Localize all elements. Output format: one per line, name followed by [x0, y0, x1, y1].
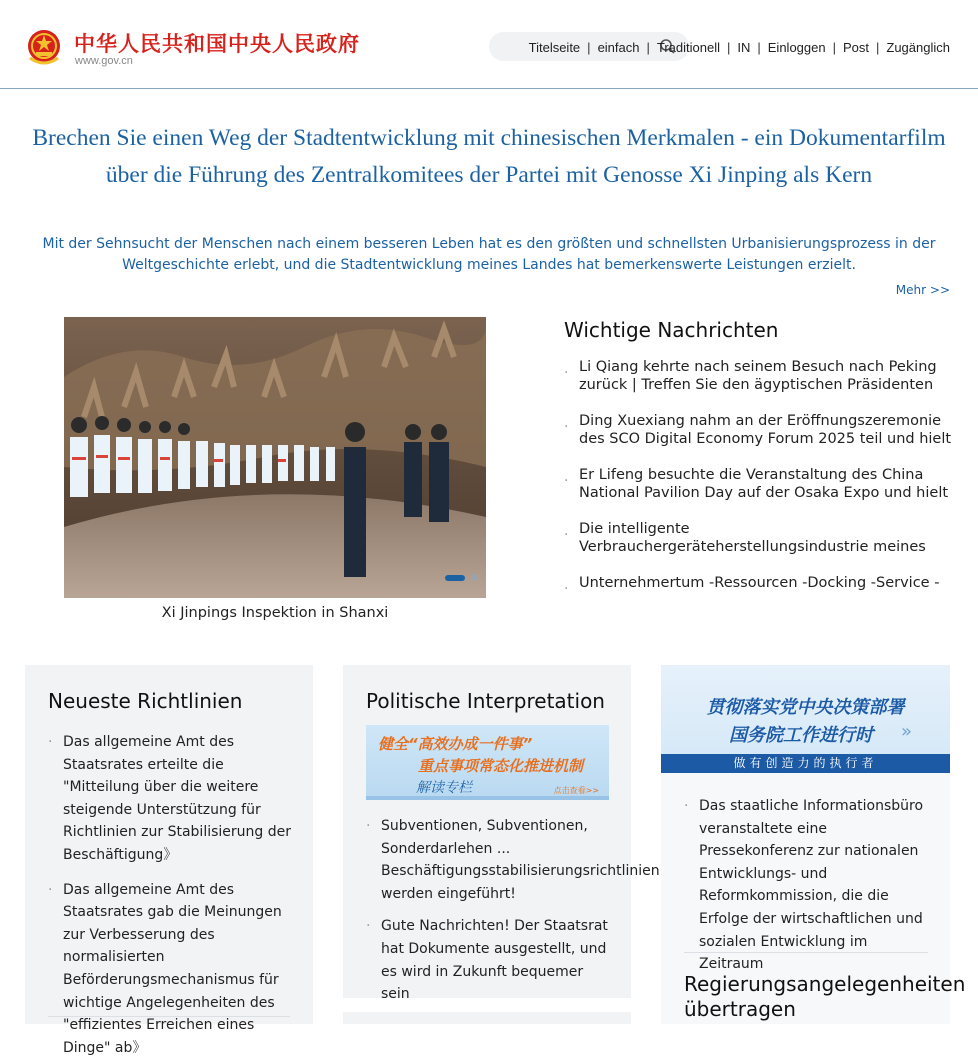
banner-line: 健全“高效办成一件事” [378, 735, 533, 753]
divider [684, 952, 928, 953]
news-item[interactable]: · Ding Xuexiang nahm an der Eröffnungszeremonie des SCO Digital Economy Forum 2025 teil und hielt [564, 412, 964, 466]
nav-mail[interactable]: Post [842, 40, 869, 55]
headline-title[interactable]: Brechen Sie einen Weg der Stadtentwicklung mit chinesischen Merkmalen - ein Dokumentarfilm über die Führung des Zentralkomitees der Partei mit Genosse Xi Jinping als Kern [32, 125, 946, 188]
chevron-right-icon: » [901, 721, 913, 742]
carousel-dots [445, 574, 478, 581]
news-item[interactable]: · Li Qiang kehrte nach seinem Besuch nach Peking zurück | Treffen Sie den ägyptischen Präsidenten [564, 358, 964, 412]
latest-policies-card [25, 665, 313, 1056]
site-title[interactable]: 中华人民共和国中央人民政府 [74, 31, 360, 56]
nav-english[interactable]: IN [737, 40, 751, 55]
nav-login[interactable]: Einloggen [767, 40, 826, 55]
divider [48, 1016, 290, 1017]
list-item[interactable]: · Gute Nachrichten! Der Staatsrat hat Dokumente ausgestellt, und es wird in Zukunft bequemer sein [366, 915, 611, 1005]
banner-strip: 做有创造力的执行者 [661, 754, 950, 773]
state-council-list [684, 795, 934, 976]
list-item[interactable]: · Subventionen, Subventionen, Sonderdarlehen ... Beschäftigungsstabilisierungsrichtlinien werden eingeführt! [366, 815, 611, 905]
nav-traditional[interactable]: Traditionell [656, 40, 720, 55]
card-title: Neueste Richtlinien [48, 689, 243, 713]
list-item[interactable]: · Das staatliche Informationsbüro veranstaltete eine Pressekonferenz zur nationalen Entwicklungs- und Reformkommission, die die Erfolge der wirtschaftlichen und sozialen Entwicklung im Zeitraum [684, 795, 934, 976]
national-emblem-icon[interactable] [25, 28, 63, 68]
more-link[interactable]: Mehr >> [895, 283, 950, 297]
photo-image [64, 317, 486, 598]
card-title: Politische Interpretation [366, 689, 605, 713]
nav-simplified[interactable]: einfach [597, 40, 640, 55]
site-header [0, 0, 978, 89]
headline-summary: Mit der Sehnsucht der Menschen nach einem besseren Leben hat es den größten und schnellsten Urbanisierungsprozess in der Weltgeschichte erlebt, und die Stadtentwicklung meines Landes hat bemerkenswerte Leistungen erzielt. [42, 236, 936, 273]
carousel-dot-active[interactable] [445, 575, 465, 581]
banner-line: 重点事项常态化推进机制 [418, 757, 584, 775]
list-item[interactable]: · Das allgemeine Amt des Staatsrates erteilte die "Mitteilung über die weitere steigende Unterstützung für Richtlinien zur Stabilisierung der Beschäftigung》 [48, 731, 298, 867]
interpretation-list [366, 815, 660, 1003]
policy-interpretation-card [343, 665, 660, 1003]
interpretation-banner[interactable] [366, 725, 609, 800]
banner-line: 国务院工作进行时 [729, 725, 873, 746]
photo-caption[interactable]: Xi Jinpings Inspektion in Shanxi [161, 605, 389, 621]
site-url: www.gov.cn [75, 55, 133, 67]
banner-line: 解读专栏 [416, 780, 472, 796]
carousel-photo[interactable] [64, 317, 486, 598]
list-item[interactable]: · Das allgemeine Amt des Staatsrates gab die Meinungen zur Verbesserung des normalisierten Beförderungsmechanismus für wichtige Angelegenheiten des "effizientes Erreichen eines Dinge" ab》 [48, 879, 298, 1059]
carousel-dot[interactable] [471, 574, 478, 581]
banner-bar [366, 796, 609, 800]
news-item[interactable]: · Unternehmertum -Ressourcen -Docking -Service - [564, 574, 964, 628]
state-council-card [661, 665, 966, 1024]
banner-hint: 点击查看>> [553, 786, 599, 795]
news-item[interactable]: · Er Lifeng besuchte die Veranstaltung des China National Pavilion Day auf der Osaka Expo und hielt [564, 466, 964, 520]
policy-list [48, 731, 298, 1056]
nav-accessible[interactable]: Zugänglich [886, 40, 950, 55]
next-card [343, 1012, 631, 1024]
section-title[interactable]: Regierungsangelegenheiten übertragen [684, 972, 966, 1021]
news-title: Wichtige Nachrichten [564, 318, 779, 342]
news-list [564, 358, 964, 628]
news-item[interactable]: · Die intelligente Verbrauchergeräteherstellungsindustrie meines [564, 520, 964, 574]
nav-home[interactable]: Titelseite [528, 40, 581, 55]
state-council-banner[interactable] [661, 665, 950, 773]
banner-line: 贯彻落实党中央决策部署 [706, 697, 905, 718]
top-nav: Titelseite | einfach | Traditionell | IN | Einloggen | Post | Zugänglich [528, 40, 950, 55]
